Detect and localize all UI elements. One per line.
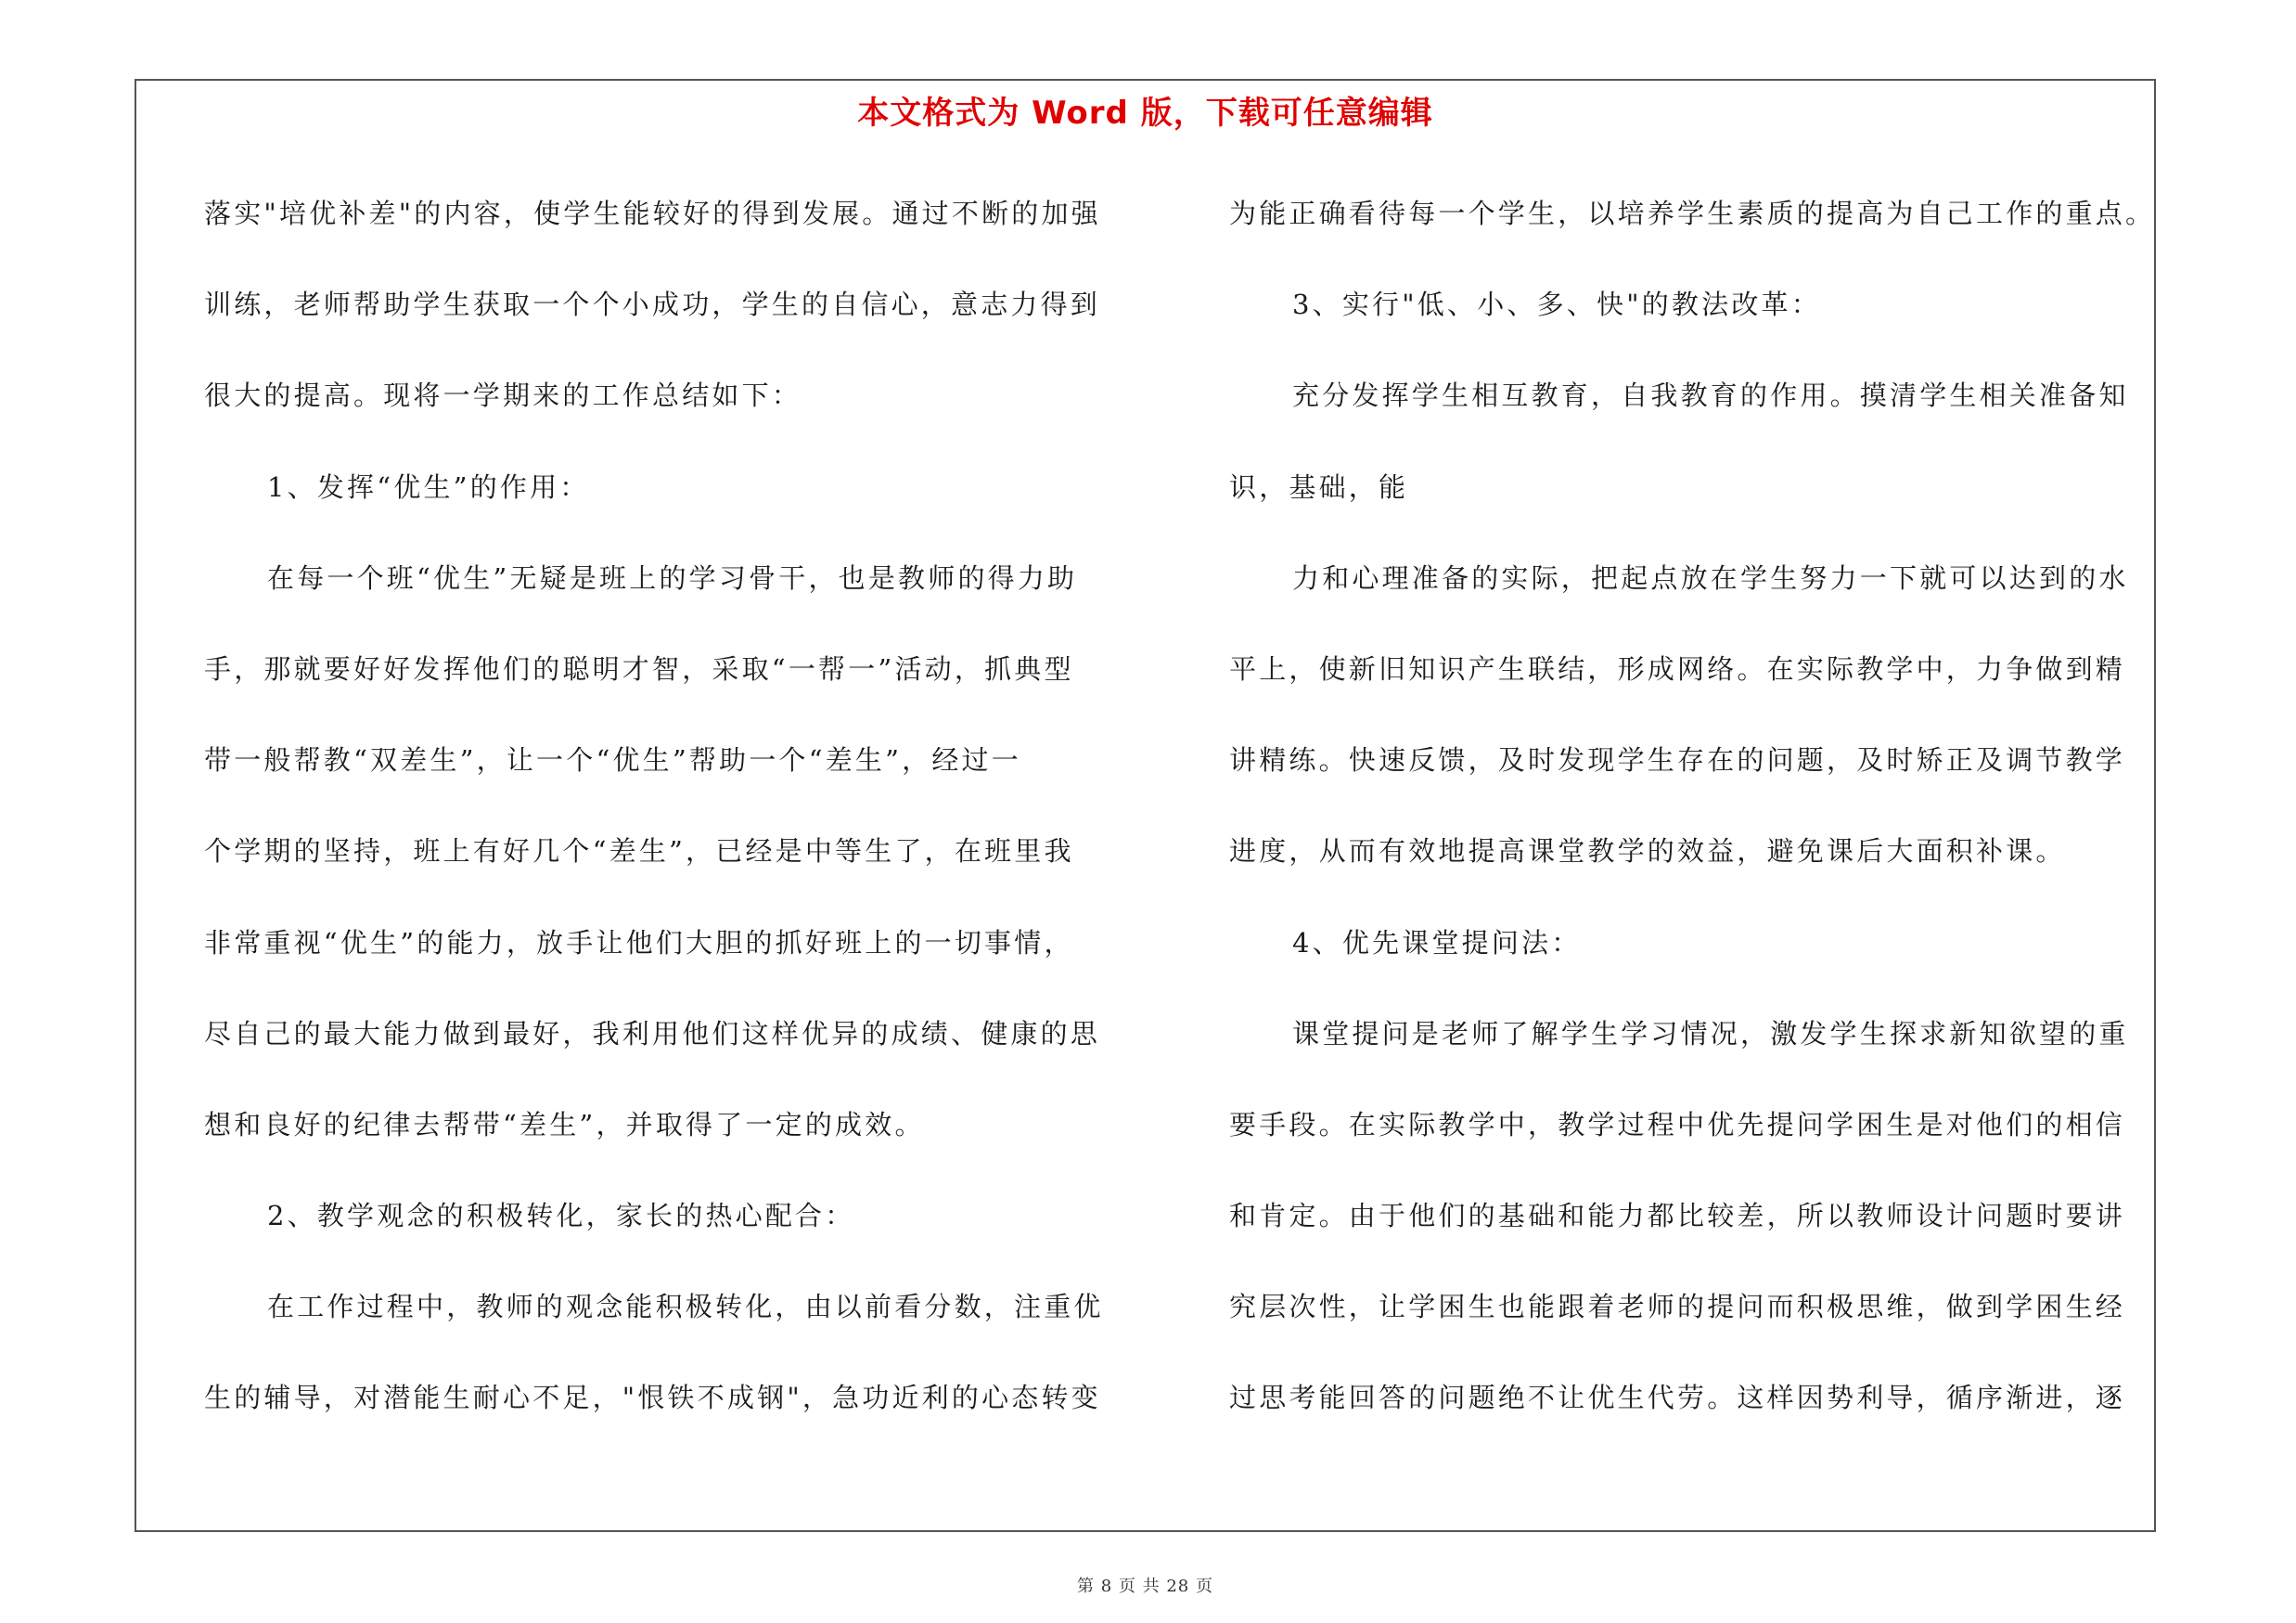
text-line: 充分发挥学生相互教育，自我教育的作用。摸清学生相关准备知 <box>1292 380 2129 412</box>
text-line: 在每一个班“优生”无疑是班上的学习骨干，也是教师的得力助 <box>267 561 1078 594</box>
text-line: 生的辅导，对潜能生耐心不足，"恨铁不成钢"，急功近利的心态转变 <box>204 1382 1101 1414</box>
text-line: 和肯定。由于他们的基础和能力都比较差，所以教师设计问题时要讲 <box>1229 1200 2126 1232</box>
header-banner: 本文格式为 Word 版，下载可任意编辑 <box>857 95 1433 132</box>
text-line: 识，基础，能 <box>1229 470 1409 503</box>
text-line: 想和良好的纪律去帮带“差生”，并取得了一定的成效。 <box>204 1108 925 1140</box>
text-line: 课堂提问是老师了解学生学习情况，激发学生探求新知欲望的重 <box>1292 1017 2129 1050</box>
text-line: 训练，老师帮助学生获取一个个小成功，学生的自信心，意志力得到 <box>204 289 1101 321</box>
text-line: 平上，使新旧知识产生联结，形成网络。在实际教学中，力争做到精 <box>1229 652 2126 685</box>
text-line: 带一般帮教“双差生”，让一个“优生”帮助一个“差生”，经过一 <box>204 744 1021 777</box>
page-footer: 第 8 页 共 28 页 <box>1077 1577 1213 1596</box>
text-line: 在工作过程中，教师的观念能积极转化，由以前看分数，注重优 <box>267 1291 1104 1323</box>
section-heading: 4、优先课堂提问法： <box>1292 926 1582 959</box>
text-line: 个学期的坚持，班上有好几个“差生”，已经是中等生了，在班里我 <box>204 835 1074 868</box>
text-line: 过思考能回答的问题绝不让优生代劳。这样因势利导，循序渐进，逐 <box>1229 1382 2126 1414</box>
text-line: 究层次性，让学困生也能跟着老师的提问而积极思维，做到学困生经 <box>1229 1291 2126 1323</box>
text-line: 落实"培优补差"的内容，使学生能较好的得到发展。通过不断的加强 <box>204 198 1101 229</box>
section-heading: 2、教学观念的积极转化，家长的热心配合： <box>267 1200 855 1232</box>
left-column <box>204 181 1136 1457</box>
section-heading: 1、发挥“优生”的作用： <box>267 470 590 503</box>
text-line: 很大的提高。现将一学期来的工作总结如下： <box>204 380 802 412</box>
section-heading: 3、实行"低、小、多、快"的教法改革： <box>1292 289 1821 321</box>
right-column <box>1229 181 2175 1457</box>
text-line: 进度，从而有效地提高课堂教学的效益，避免课后大面积补课。 <box>1229 835 2066 868</box>
text-line: 非常重视“优生”的能力，放手让他们大胆的抓好班上的一切事情， <box>204 926 1074 959</box>
text-line: 要手段。在实际教学中，教学过程中优先提问学困生是对他们的相信 <box>1229 1108 2126 1140</box>
text-line: 力和心理准备的实际，把起点放在学生努力一下就可以达到的水 <box>1292 561 2129 594</box>
text-line: 为能正确看待每一个学生，以培养学生素质的提高为自己工作的重点。 <box>1229 198 2156 229</box>
text-line: 尽自己的最大能力做到最好，我利用他们这样优异的成绩、健康的思 <box>204 1017 1101 1050</box>
text-line: 讲精练。快速反馈，及时发现学生存在的问题，及时矫正及调节教学 <box>1229 744 2126 777</box>
text-line: 手，那就要好好发挥他们的聪明才智，采取“一帮一”活动，抓典型 <box>204 652 1074 685</box>
